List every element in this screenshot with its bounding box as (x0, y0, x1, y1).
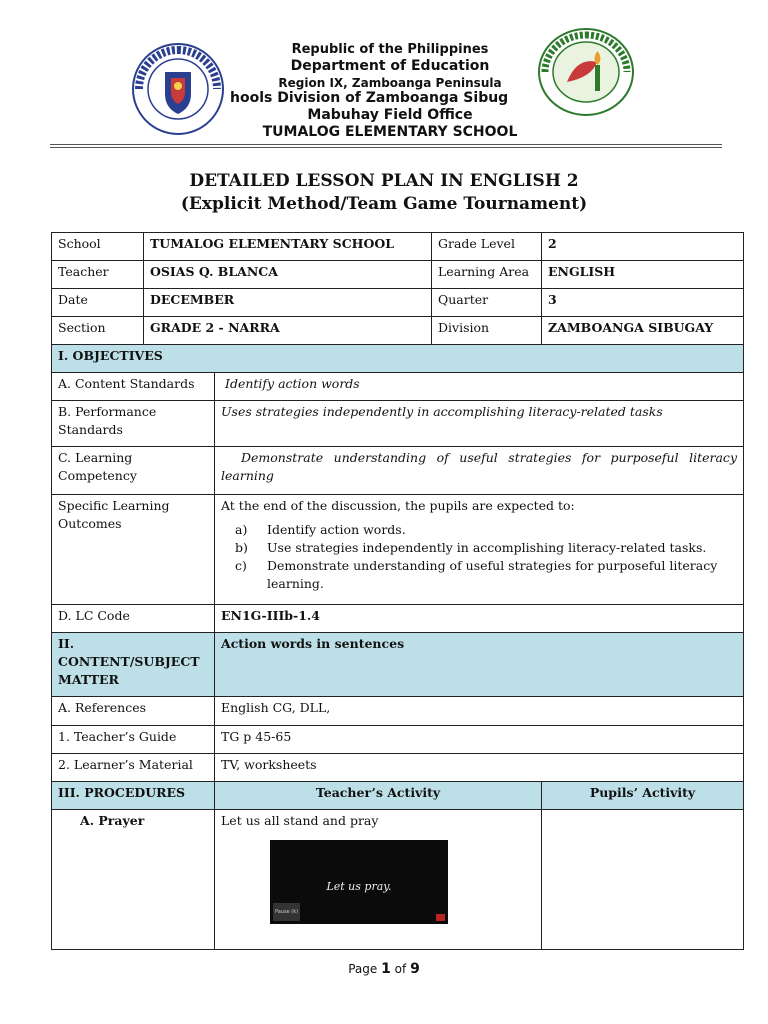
school-label: School (52, 233, 144, 261)
header-divider (50, 147, 722, 148)
content-standards-label: A. Content Standards (52, 373, 215, 401)
references-value: English CG, DLL, (215, 697, 744, 726)
table-row (52, 345, 744, 373)
performance-standards-label: B. Performance Standards (52, 401, 215, 447)
header-region: Region IX, Zamboanga Peninsula (278, 76, 502, 90)
list-item (235, 539, 737, 557)
lc-code-value: EN1G-IIIb-1.4 (215, 605, 744, 633)
learning-competency-label: C. Learning Competency (52, 447, 215, 495)
table-row (52, 373, 744, 401)
date-label: Date (52, 289, 144, 317)
list-marker: b) (235, 540, 248, 555)
specific-outcomes-intro: At the end of the discussion, the pupils are expected to: (221, 498, 575, 513)
footer-page-total: 9 (410, 961, 420, 977)
prayer-label: A. Prayer (52, 810, 215, 950)
header-field-office: Mabuhay Field Office (307, 107, 473, 123)
table-row (52, 810, 744, 950)
footer-page-number: 1 (381, 961, 391, 977)
learning-area-label: Learning Area (432, 261, 542, 289)
teachers-guide-value: TG p 45-65 (215, 726, 744, 754)
teachers-guide-label: 1. Teacher’s Guide (52, 726, 215, 754)
quarter-value: 3 (542, 289, 744, 317)
learning-area-value: ENGLISH (542, 261, 744, 289)
teacher-activity-header: Teacher’s Activity (215, 782, 542, 810)
school-value: TUMALOG ELEMENTARY SCHOOL (144, 233, 432, 261)
footer-of: of (394, 962, 407, 976)
section-value: GRADE 2 - NARRA (144, 317, 432, 345)
specific-outcomes-label: Specific Learning Outcomes (52, 495, 215, 605)
lc-code-label: D. LC Code (52, 605, 215, 633)
document-title: DETAILED LESSON PLAN IN ENGLISH 2 (189, 171, 579, 191)
prayer-text: Let us all stand and pray (221, 813, 379, 828)
pupils-activity-cell (542, 810, 744, 950)
table-row (52, 233, 744, 261)
list-item-text: Identify action words. (267, 522, 406, 537)
video-pause-button[interactable]: Pause (k) (273, 903, 300, 921)
list-marker: c) (235, 558, 247, 573)
list-item-text: Demonstrate understanding of useful strategies for purposeful literacy learning. (267, 558, 718, 591)
table-row (52, 289, 744, 317)
header-department: Department of Education (290, 58, 490, 74)
content-topic: Action words in sentences (215, 633, 744, 697)
procedures-heading: III. PROCEDURES (52, 782, 215, 810)
table-row (52, 317, 744, 345)
pupils-activity-header: Pupils’ Activity (542, 782, 744, 810)
date-value: DECEMBER (144, 289, 432, 317)
table-row (52, 697, 744, 726)
video-caption: Let us pray. (326, 880, 392, 893)
performance-standards-value: Uses strategies independently in accomplishing literacy-related tasks (215, 401, 744, 447)
section-label: Section (52, 317, 144, 345)
table-row (52, 754, 744, 782)
footer-page-label: Page (348, 962, 378, 976)
page-footer (0, 961, 768, 977)
header-divider (50, 144, 722, 145)
content-standards-value: Identify action words (215, 373, 744, 401)
deped-seal-icon (131, 42, 225, 136)
objectives-heading: I. OBJECTIVES (52, 345, 744, 373)
table-row (52, 495, 744, 605)
deped-logo-icon (537, 27, 635, 117)
letterhead (0, 0, 768, 150)
prayer-cell (215, 810, 542, 950)
table-row (52, 447, 744, 495)
learners-material-value: TV, worksheets (215, 754, 744, 782)
learning-competency-value: Demonstrate understanding of useful strategies for purposeful literacy learning (215, 447, 744, 495)
list-item-text: Use strategies independently in accomplishing literacy-related tasks. (267, 540, 707, 555)
table-row (52, 726, 744, 754)
grade-level-value: 2 (542, 233, 744, 261)
video-logo-icon (436, 914, 445, 921)
teacher-label: Teacher (52, 261, 144, 289)
table-row (52, 633, 744, 697)
teacher-value: OSIAS Q. BLANCA (144, 261, 432, 289)
document-subtitle: (Explicit Method/Team Game Tournament) (180, 194, 588, 214)
references-label: A. References (52, 697, 215, 726)
learners-material-label: 2. Learner’s Material (52, 754, 215, 782)
list-marker: a) (235, 522, 248, 537)
table-row (52, 261, 744, 289)
table-row (52, 782, 744, 810)
header-republic: Republic of the Philippines (291, 42, 489, 57)
header-division: hools Division of Zamboanga Sibug (230, 90, 509, 106)
table-row (52, 401, 744, 447)
list-item (235, 521, 737, 539)
quarter-label: Quarter (432, 289, 542, 317)
division-value: ZAMBOANGA SIBUGAY (542, 317, 744, 345)
list-item (235, 557, 737, 593)
content-heading: II. CONTENT/SUBJECT MATTER (52, 633, 215, 697)
division-label: Division (432, 317, 542, 345)
prayer-video[interactable] (270, 840, 448, 924)
specific-outcomes-cell (215, 495, 744, 605)
grade-level-label: Grade Level (432, 233, 542, 261)
outcomes-list (221, 521, 737, 593)
lesson-plan-table (51, 232, 744, 950)
table-row (52, 605, 744, 633)
header-school: TUMALOG ELEMENTARY SCHOOL (262, 124, 518, 140)
